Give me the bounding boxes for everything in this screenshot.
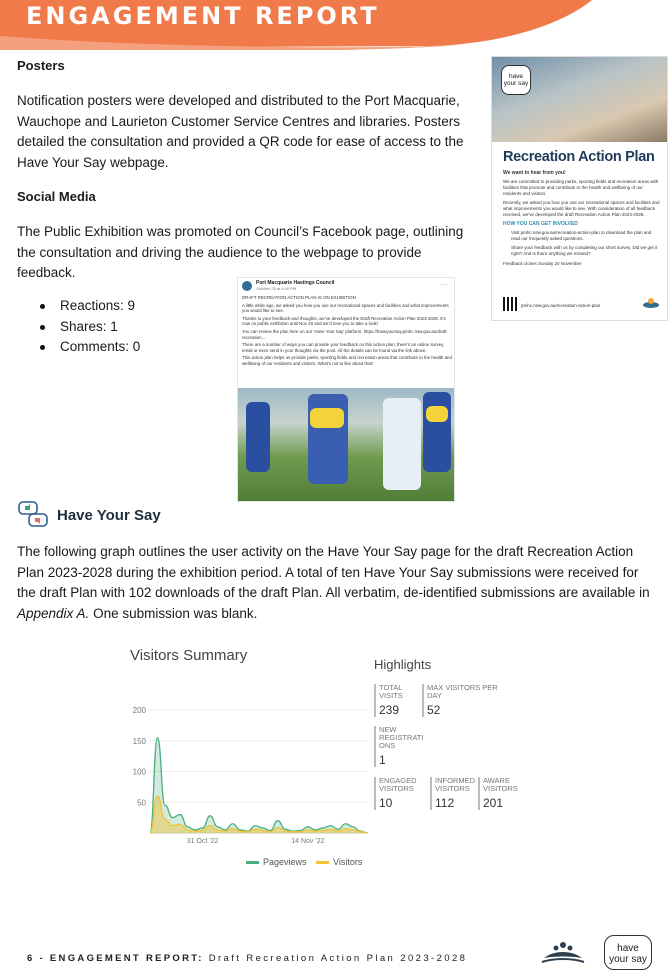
poster-badge-line2: your say xyxy=(503,80,529,87)
facebook-avatar xyxy=(242,281,252,291)
posters-paragraph: Notification posters were developed and distributed to the Port Macquarie, Wauchope and Laurieton Customer Service Centres and libraries. Posters detailed the consultation and provided a QR code for ease of access to the Have Your Say webpage. xyxy=(17,93,464,170)
fb-line-0: DRAFT RECREATION ACTION PLAN IS ON EXHIBITION xyxy=(242,295,356,300)
facebook-page-name: Port Macquarie Hastings Council xyxy=(256,280,335,286)
y-tick-label: 200 xyxy=(132,706,146,715)
highlight-max-visitors xyxy=(422,684,502,717)
more-options-icon: ··· xyxy=(440,280,448,289)
football-players-photo xyxy=(238,388,455,502)
highlight-value: 201 xyxy=(483,796,504,810)
poster-body xyxy=(503,170,661,267)
poster-para1: We are committed to providing parks, sporting fields and recreation areas with facilities that promote and contribute to the health and wellbeing of our residents and visitors. xyxy=(503,179,659,196)
poster-title: Recreation Action Plan xyxy=(503,149,655,165)
fb-line-1: A little while ago, we asked you how you use our recreational spaces and facilities and what improvements you would like to see. xyxy=(242,302,449,314)
poster-how-heading: HOW YOU CAN GET INVOLVED xyxy=(503,221,578,227)
poster-step2: Share your feedback with us by completing our short survey. Did we get it right? And is there anything we missed? xyxy=(511,245,658,256)
facebook-post-image xyxy=(237,277,455,502)
appendix-reference: Appendix A. xyxy=(17,605,90,621)
legend-pageviews xyxy=(246,857,307,867)
player-figure xyxy=(310,408,344,428)
fb-line-3: You can review the plan here on our ‘Have Your Say’ platform: https://haveyoursay.pmhc.nsw.gov.au/draft-recreation... xyxy=(242,328,448,340)
highlight-label: ENGAGED VISITORS xyxy=(379,776,417,793)
hys-body-text-end: One submission was blank. xyxy=(89,605,258,621)
highlight-engaged-visitors xyxy=(374,777,430,810)
x-tick-label: 14 Nov '22 xyxy=(291,838,325,845)
series-line xyxy=(150,738,368,833)
highlight-informed-visitors xyxy=(430,777,478,810)
header-banner xyxy=(0,0,670,50)
highlight-aware-visitors xyxy=(478,777,526,810)
social-media-paragraph: The Public Exhibition was promoted on Council’s Facebook page, outlining the consultation and driving the audience to the webpage to provide feedback. xyxy=(17,224,464,280)
highlight-label: INFORMED VISITORS xyxy=(435,776,475,793)
highlight-value: 239 xyxy=(379,703,400,717)
player-figure xyxy=(246,402,270,472)
footer-subtitle: Draft Recreation Action Plan 2023-2028 xyxy=(208,953,468,964)
page-footer xyxy=(27,953,467,964)
highlight-label: MAX VISITORS PER DAY xyxy=(427,683,498,700)
y-tick-label: 100 xyxy=(132,767,146,777)
player-figure xyxy=(383,398,421,490)
highlight-value: 112 xyxy=(435,796,455,810)
poster-url: pmhc.nsw.gov.au/recreation-action-plan xyxy=(521,303,601,308)
speech-bubbles-icon xyxy=(17,500,49,530)
chart-title: Visitors Summary xyxy=(130,647,248,664)
poster-subtitle: We want to hear from you! xyxy=(503,170,566,176)
fb-line-2: Thanks to your feedback and thoughts, we’ve developed the Draft Recreation Action Plan 2023-2028. It’s now on public exhibition until Nov 20 and we’d love you to take a look! xyxy=(242,315,446,327)
visitors-summary-chart xyxy=(110,690,372,855)
posters-heading: Posters xyxy=(17,58,65,73)
page-header-title: ENGAGEMENT REPORT xyxy=(26,2,380,30)
highlight-new-registrations xyxy=(374,726,430,767)
highlight-label: TOTAL VISITS xyxy=(379,683,403,700)
recreation-poster-image xyxy=(491,56,668,321)
facebook-post-text xyxy=(242,295,452,369)
comments-stat: Comments: 0 xyxy=(40,337,140,358)
have-your-say-heading: Have Your Say xyxy=(57,507,161,524)
y-tick-label: 150 xyxy=(132,736,146,746)
legend-visitors xyxy=(316,857,362,867)
reactions-stat: Reactions: 9 xyxy=(40,296,140,317)
poster-qr-code xyxy=(503,297,517,311)
highlight-total-visits xyxy=(374,684,422,717)
fb-line-5: This action plan helps us provide parks, sporting fields and recreation areas that contribute to the health and wellbeing of our residents and visitors. What’s not to like about that! xyxy=(242,355,452,366)
hys-logo-line2: your say xyxy=(609,954,647,965)
council-logo-icon xyxy=(540,936,586,970)
fb-line-4: There are a number of ways you can provide your feedback on this action plan; there’s an online survey, email or even send in your thoughts via the post. All the details can be found via the link above. xyxy=(242,342,445,353)
highlight-label: NEW REGISTRATI ONS xyxy=(379,725,424,750)
highlight-label: AWARE VISITORS xyxy=(483,776,518,793)
poster-badge-line1: have xyxy=(508,73,524,80)
player-figure xyxy=(423,392,451,472)
legend-swatch xyxy=(316,861,329,864)
x-tick-label: 31 Oct '22 xyxy=(186,838,219,845)
poster-closes: Feedback closes Sunday 20 November xyxy=(503,261,582,266)
hys-logo-line1: have xyxy=(617,943,639,954)
footer-label: 6 - ENGAGEMENT REPORT: xyxy=(27,953,204,964)
highlight-value: 1 xyxy=(379,753,386,767)
hys-body-text: The following graph outlines the user activity on the Have Your Say page for the draft Recreation Action Plan 2023-2028 during the exhibition period. A total of ten Have Your Say submissions were received for the draft Plan with 102 downloads of the draft Plan. All verbatim, de-identified submissions are available in xyxy=(17,544,650,600)
social-media-heading: Social Media xyxy=(17,189,96,204)
highlight-value: 52 xyxy=(427,703,441,717)
y-tick-label: 50 xyxy=(137,798,146,808)
highlights-title: Highlights xyxy=(374,657,432,672)
legend-label: Pageviews xyxy=(263,857,307,867)
player-figure xyxy=(426,406,448,422)
council-logo-icon xyxy=(642,297,660,311)
poster-step1: Visit pmhc.nsw.gov.au/recreation-action-plan to download the plan and read our frequently asked questions. xyxy=(511,230,652,241)
legend-swatch xyxy=(246,861,259,864)
legend-label: Visitors xyxy=(333,857,363,867)
highlight-value: 10 xyxy=(379,796,393,810)
social-stats-list xyxy=(40,296,140,358)
have-your-say-logo xyxy=(604,935,652,970)
have-your-say-paragraph xyxy=(17,542,657,624)
shares-stat: Shares: 1 xyxy=(40,317,140,338)
poster-have-your-say-badge xyxy=(501,65,531,95)
poster-para2: Recently, we asked you how you use our recreational spaces and facilities and what improvements you would like to see. With consideration of all feedback received, we’ve developed the draft Recreation Action Plan 2023-2028. xyxy=(503,200,660,217)
facebook-post-date: October 25 at 4:00 PM xyxy=(256,286,297,291)
